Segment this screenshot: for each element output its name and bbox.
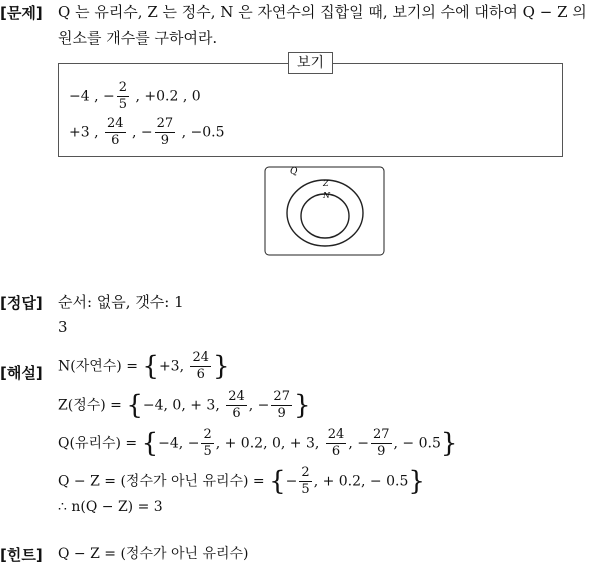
set-values: − xyxy=(285,473,298,490)
fraction: $\frac{2}{5}$ xyxy=(203,427,212,459)
set-values: +3, xyxy=(158,358,185,375)
set-values: −4, 0, + 3, xyxy=(142,397,220,414)
label-q: Q xyxy=(290,167,298,177)
solution-result: ∴ n(Q − Z) = 3 xyxy=(58,499,163,515)
fraction: $\frac{2}{5}$ xyxy=(118,80,128,112)
bogi-neg: − xyxy=(103,88,115,105)
venn-diagram xyxy=(264,166,386,258)
solution-tag: [해설] xyxy=(0,364,43,382)
set-values: , + 0.2, 0, + 3, xyxy=(215,435,320,452)
set-values: , + 0.2, − 0.5 xyxy=(313,473,409,490)
set-z-circle xyxy=(287,180,363,246)
fraction: $\frac{27}{9}$ xyxy=(273,389,290,421)
set-label: Q − Z = (정수가 아닌 유리수) = xyxy=(58,473,265,490)
answer-line-1: 순서: 없음, 갯수: 1 xyxy=(58,293,184,311)
fraction: $\frac{24}{6}$ xyxy=(107,116,124,148)
fraction: $\frac{24}{6}$ xyxy=(228,389,245,421)
solution-z-line: Z(정수) = {−4, 0, + 3, $\frac{24}{6}$ , − $\frac{27}{9}$ } xyxy=(58,389,311,421)
fraction: $\frac{27}{9}$ xyxy=(372,427,390,459)
bogi-title: 보기 xyxy=(288,52,333,74)
bogi-box xyxy=(58,55,563,157)
set-values: −4, − xyxy=(158,435,200,452)
fraction: $\frac{24}{6}$ xyxy=(327,427,345,459)
bogi-value: +3 , xyxy=(69,124,99,141)
bogi-value: , − xyxy=(132,124,153,141)
fraction: $\frac{27}{9}$ xyxy=(156,116,174,148)
set-n-circle xyxy=(301,194,349,238)
label-z: Z xyxy=(323,179,329,188)
label-n: N xyxy=(323,191,330,200)
bogi-value: −4 , xyxy=(69,88,99,105)
answer-tag: [정답] xyxy=(0,294,43,312)
problem-line-2: 원소를 개수를 구하여라. xyxy=(58,29,218,47)
set-values: , − 0.5 xyxy=(393,435,441,452)
answer-line-2: 3 xyxy=(58,318,68,336)
bogi-row-1 xyxy=(69,80,201,113)
fraction: $\frac{2}{5}$ xyxy=(301,465,310,497)
set-label: Q(유리수) = xyxy=(58,435,138,452)
solution-n-line: N(자연수) = {+3, $\frac{24}{6}$ } xyxy=(58,350,230,382)
bogi-value: , +0.2 , 0 xyxy=(135,88,201,105)
set-values: , − xyxy=(248,397,270,414)
set-label: N(자연수) = xyxy=(58,358,138,375)
set-label: Z(정수) = xyxy=(58,397,122,414)
solution-q-line: Q(유리수) = {−4, − $\frac{2}{5}$ , + 0.2, 0, + 3, $\frac{24}{6}$ , − $\frac{27}{9}$ , − 0.5} xyxy=(58,427,458,459)
hint-tag: [힌트] xyxy=(0,546,43,564)
bogi-value: , −0.5 xyxy=(181,124,225,141)
bogi-row-2 xyxy=(69,116,225,149)
hint-text: Q − Z = (정수가 아닌 유리수) xyxy=(58,546,249,562)
problem-tag: [문제] xyxy=(0,4,43,22)
fraction: $\frac{24}{6}$ xyxy=(192,350,210,382)
solution-qz-line: Q − Z = (정수가 아닌 유리수) = {− $\frac{2}{5}$ , + 0.2, − 0.5} xyxy=(58,465,425,497)
problem-line-1: Q 는 유리수, Z 는 정수, N 은 자연수의 집합일 때, 보기의 수에 대하여 Q − Z 의 xyxy=(58,3,587,21)
set-values: , − xyxy=(348,435,369,452)
